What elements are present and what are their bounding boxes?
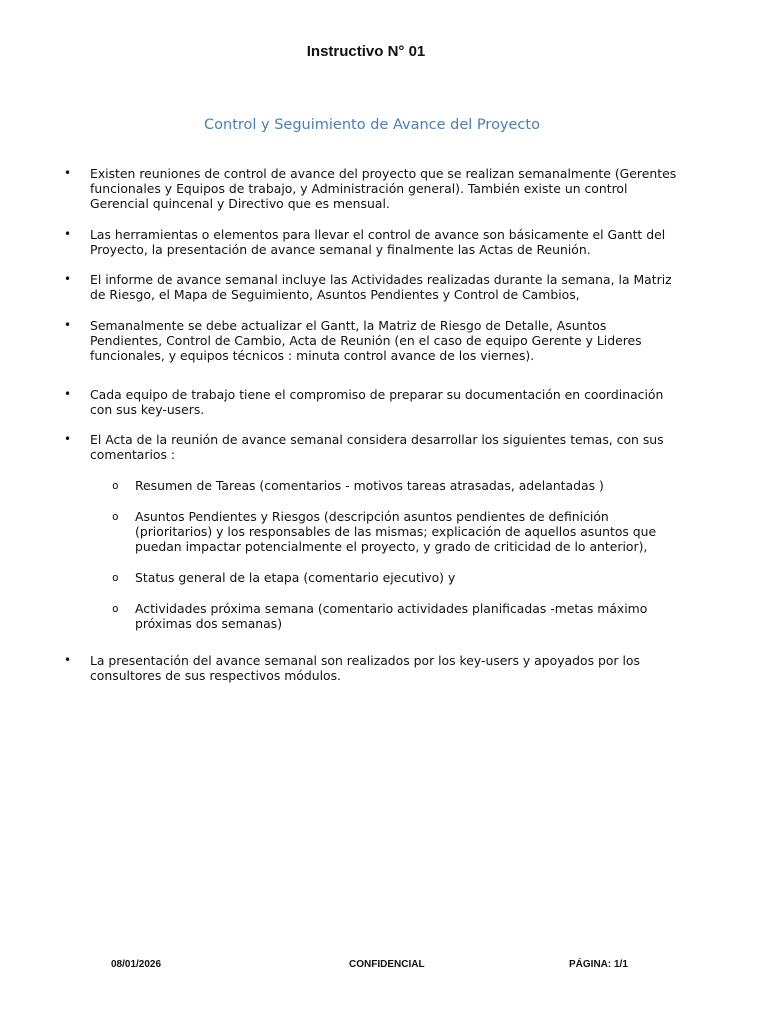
sub-bullet-icon: o	[112, 479, 119, 492]
bullet-item	[0, 318, 680, 363]
bullet-icon: •	[64, 272, 72, 286]
bullet-text: El Acta de la reunión de avance semanal considera desarrollar los siguientes temas, con sus comentarios :	[90, 432, 664, 462]
bullet-text: Semanalmente se debe actualizar el Gantt, la Matriz de Riesgo de Detalle, Asuntos Pendientes, Control de Cambio, Acta de Reunión (en el caso de equipo Gerente y Lideres funcionales, y equipos técnicos : minuta control avance de los viernes).	[90, 318, 642, 363]
bullet-text: El informe de avance semanal incluye las Actividades realizadas durante la semana, la Matriz de Riesgo, el Mapa de Seguimiento, Asuntos Pendientes y Control de Cambios,	[90, 272, 672, 302]
sub-bullet-item	[0, 478, 675, 493]
sub-bullet-item	[0, 570, 675, 585]
bullet-icon: •	[64, 432, 72, 446]
bullet-list	[0, 166, 768, 683]
bullet-text: Las herramientas o elementos para llevar el control de avance son básicamente el Gantt del Proyecto, la presentación de avance semanal y finalmente las Actas de Reunión.	[90, 227, 666, 257]
sub-bullet-text: Actividades próxima semana (comentario actividades planificadas -metas máximo próximas dos semanas)	[135, 601, 648, 631]
sub-bullet-text: Resumen de Tareas (comentarios - motivos tareas atrasadas, adelantadas )	[135, 478, 604, 493]
sub-bullet-item	[0, 601, 675, 631]
bullet-text: Existen reuniones de control de avance del proyecto que se realizan semanalmente (Gerentes funcionales y Equipos de trabajo, y Administración general). También existe un control Gerencial quincenal y Directivo que es mensual.	[90, 166, 677, 211]
bullet-text: Cada equipo de trabajo tiene el compromiso de preparar su documentación en coordinación con sus key-users.	[90, 387, 664, 417]
bullet-item	[0, 166, 680, 211]
footer-date: 08/01/2026	[111, 959, 162, 970]
sub-bullet-text: Asuntos Pendientes y Riesgos (descripción asuntos pendientes de definición (prioritarios) y los responsables de las mismas; explicación de aquellos asuntos que puedan impactar potencialmente el proyecto, y grado de criticidad de lo anterior),	[135, 509, 657, 554]
bullet-icon: •	[64, 227, 72, 241]
page-footer	[0, 959, 768, 975]
sub-bullet-list	[90, 478, 680, 631]
bullet-icon: •	[64, 166, 72, 180]
bullet-item	[0, 272, 680, 302]
sub-bullet-item	[0, 509, 675, 554]
document-header: Instructivo N° 01	[306, 43, 426, 60]
footer-page-number: PÁGINA: 1/1	[569, 959, 628, 970]
sub-bullet-icon: o	[112, 571, 119, 584]
bullet-icon: •	[64, 318, 72, 332]
sub-bullet-icon: o	[112, 602, 119, 615]
bullet-icon: •	[64, 387, 72, 401]
bullet-item	[0, 432, 680, 631]
document-title: Control y Seguimiento de Avance del Proyecto	[204, 117, 540, 133]
bullet-icon: •	[64, 653, 72, 667]
bullet-item	[0, 387, 680, 417]
bullet-item	[0, 653, 680, 683]
bullet-text: La presentación del avance semanal son realizados por los key-users y apoyados por los consultores de sus respectivos módulos.	[90, 653, 640, 683]
footer-confidential: CONFIDENCIAL	[349, 959, 425, 970]
sub-bullet-icon: o	[112, 510, 119, 523]
bullet-item	[0, 227, 680, 257]
sub-bullet-text: Status general de la etapa (comentario ejecutivo) y	[135, 570, 456, 585]
